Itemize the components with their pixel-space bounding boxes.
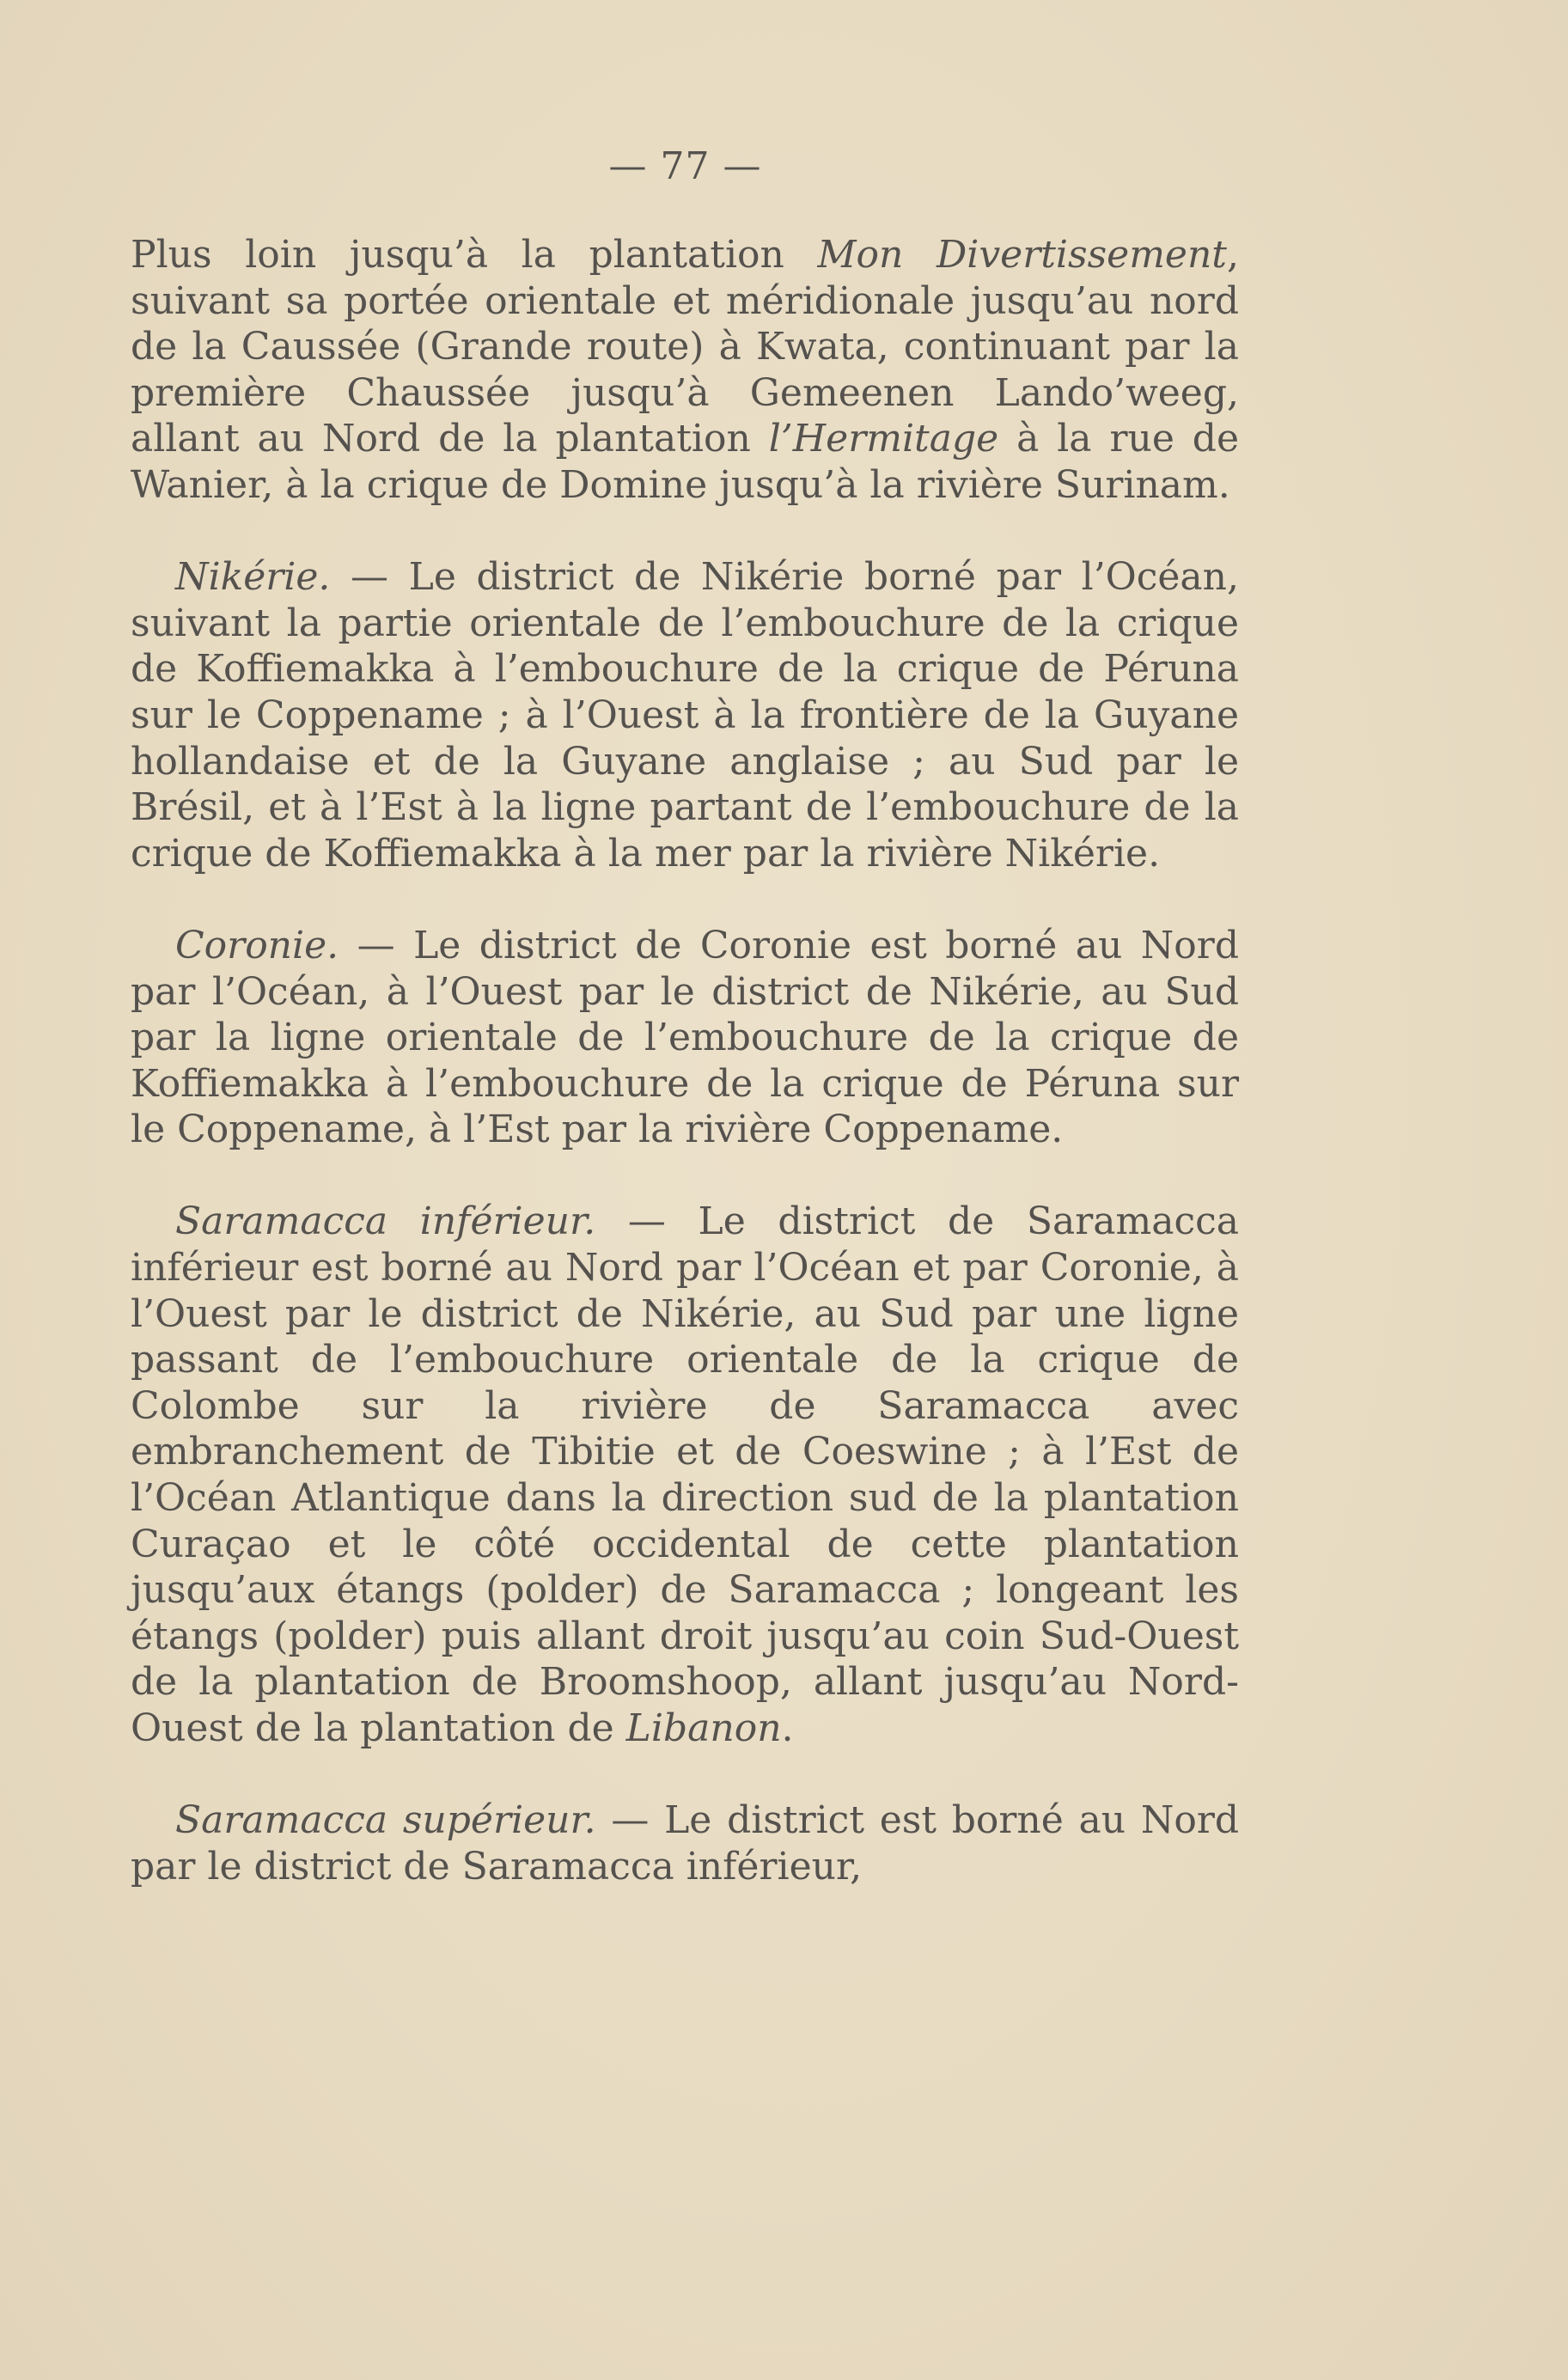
district-heading-saramacca-superieur: Saramacca supérieur. xyxy=(175,1798,596,1843)
italic-term-mon-divertissement: Mon Divertissement xyxy=(817,233,1227,277)
district-heading-nikerie: Nikérie. xyxy=(175,555,331,600)
paragraph-plantation xyxy=(131,232,1239,509)
paragraph-text: . xyxy=(781,1706,794,1750)
paragraph-text: Plus loin jusqu’à la plantation xyxy=(131,233,818,277)
paragraph-text: à la rue de Wanier, à la crique de Domine jusqu’à la rivière Surinam. xyxy=(131,417,1239,507)
paragraph-text: — Le district de Coronie est borné au Nord par l’Océan, à l’Ouest par le district de Nikérie, au Sud par la ligne orientale de l’embouchure de la crique de Koffiemakka à l’embouchure de la crique de Péruna sur le Coppename, à l’Est par la rivière Coppename. xyxy=(131,923,1239,1152)
italic-term-hermitage: l’Hermitage xyxy=(768,417,999,461)
paragraph-text: — Le district est borné au Nord par le district de Saramacca inférieur, xyxy=(131,1798,1240,1889)
paragraph-saramacca-superieur xyxy=(131,1797,1239,1889)
page-number: — 77 — xyxy=(608,144,762,188)
paragraph-coronie xyxy=(131,923,1239,1153)
italic-term-libanon: Libanon xyxy=(625,1706,782,1750)
paragraph-nikerie xyxy=(131,554,1239,876)
district-heading-saramacca-inferieur: Saramacca inférieur. xyxy=(175,1199,596,1244)
paragraph-text: — Le district de Saramacca inférieur est borné au Nord par l’Océan et par Coronie, à l’Ouest par le district de Nikérie, au Sud par une ligne passant de l’embouchure orientale de la crique de Colombe sur la rivière de Saramacca avec embranchement de Tibitie et de Coeswine ; à l’Est de l’Océan Atlantique dans la direction sud de la plantation Curaçao et le côté occidental de cette plantation jusqu’aux étangs (polder) de Saramacca ; longeant les étangs (polder) puis allant droit jusqu’au coin Sud-Ouest de la plantation de Broomshoop, allant jusqu’au Nord-Ouest de la plantation de xyxy=(131,1199,1239,1750)
paragraph-saramacca-inferieur xyxy=(131,1199,1239,1751)
paragraph-text: — Le district de Nikérie borné par l’Océan, suivant la partie orientale de l’embouchure de la crique de Koffiemakka à l’embouchure de la crique de Péruna sur le Coppename ; à l’Ouest à la frontière de la Guyane hollandaise et de la Guyane anglaise ; au Sud par le Brésil, et à l’Est à la ligne partant de l’embouchure de la crique de Koffiemakka à la mer par la rivière Nikérie. xyxy=(131,555,1239,876)
body-text xyxy=(131,232,1239,1889)
district-heading-coronie: Coronie. xyxy=(175,923,339,967)
paragraph-text: , suivant sa portée orientale et méridionale jusqu’au nord de la Caussée (Grande route) à Kwata, continuant par la première Chaussée jusqu’à Gemeenen Lando’weeg, allant au Nord de la plantation xyxy=(131,233,1239,461)
